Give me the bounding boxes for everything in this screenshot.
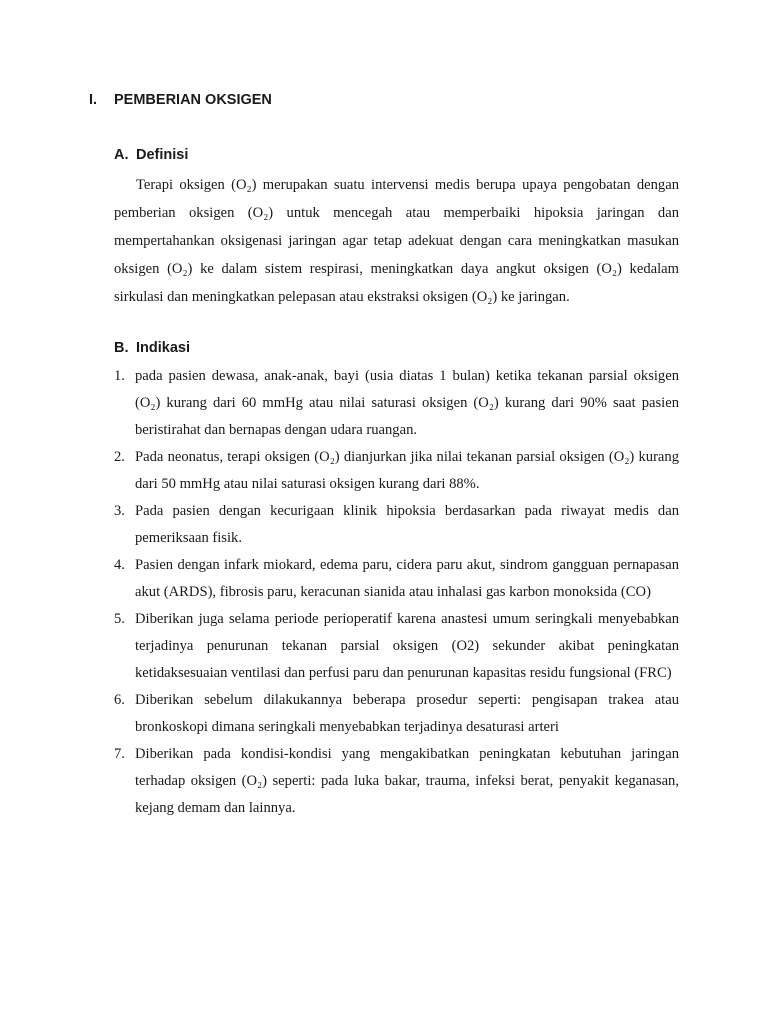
list-item-text: Diberikan juga selama periode perioperatif karena anastesi umum seringkali menyebabkan terjadinya penurunan tekanan parsial oksigen (O2) sekunder akibat peningkatan ketidaksesuaian ventilasi dan perfusi paru dan penurunan kapasitas residu fungsional (FRC) xyxy=(135,611,679,681)
list-item-text: pada pasien dewasa, anak-anak, bayi (usia diatas 1 bulan) ketika tekanan parsial oksigen (O₂) kurang dari 60 mmHg atau nilai saturasi oksigen (O₂) kurang dari 90% saat pasien beristirahat dan bernapas dengan udara ruangan. xyxy=(135,368,679,438)
list-item xyxy=(114,741,679,822)
list-item-number: 2. xyxy=(114,449,125,465)
list-item-number: 1. xyxy=(114,368,125,384)
list-item-number: 7. xyxy=(114,746,125,762)
list-item xyxy=(114,444,679,498)
list-item-text: Diberikan sebelum dilakukannya beberapa prosedur seperti: pengisapan trakea atau bronkoskopi dimana seringkali menyebabkan terjadinya desaturasi arteri xyxy=(135,692,679,735)
definisi-paragraph: Terapi oksigen (O₂) merupakan suatu intervensi medis berupa upaya pengobatan dengan pemberian oksigen (O₂) untuk mencegah atau memperbaiki hipoksia jaringan dan mempertahankan oksigenasi jaringan agar tetap adekuat dengan cara meningkatkan masukan oksigen (O₂) ke dalam sistem respirasi, meningkatkan daya angkut oksigen (O₂) kedalam sirkulasi dan meningkatkan pelepasan atau ekstraksi oksigen (O₂) ke jaringan. xyxy=(114,177,679,305)
indikasi-heading xyxy=(114,340,190,356)
section-heading xyxy=(89,92,272,108)
list-item xyxy=(114,363,679,444)
list-item-text: Pada pasien dengan kecurigaan klinik hipoksia berdasarkan pada riwayat medis dan pemeriksaan fisik. xyxy=(135,503,679,546)
list-item-number: 5. xyxy=(114,611,125,627)
list-item xyxy=(114,687,679,741)
list-item-text: Diberikan pada kondisi-kondisi yang mengakibatkan peningkatan kebutuhan jaringan terhadap oksigen (O₂) seperti: pada luka bakar, trauma, infeksi berat, penyakit keganasan, kejang demam dan lainnya. xyxy=(135,746,679,816)
list-item-text: Pasien dengan infark miokard, edema paru, cidera paru akut, sindrom gangguan pernapasan akut (ARDS), fibrosis paru, keracunan sianida atau inhalasi gas karbon monoksida (CO) xyxy=(135,557,679,600)
list-item-number: 4. xyxy=(114,557,125,573)
section-title: PEMBERIAN OKSIGEN xyxy=(114,92,272,108)
definisi-title: Definisi xyxy=(136,147,189,163)
list-item-text: Pada neonatus, terapi oksigen (O₂) dianjurkan jika nilai tekanan parsial oksigen (O₂) kurang dari 50 mmHg atau nilai saturasi oksigen kurang dari 88%. xyxy=(135,449,679,492)
list-item-number: 6. xyxy=(114,692,125,708)
indikasi-title: Indikasi xyxy=(136,340,190,356)
list-item xyxy=(114,552,679,606)
indikasi-list xyxy=(114,363,679,822)
section-number: I. xyxy=(89,92,98,108)
list-item xyxy=(114,606,679,687)
list-item-number: 3. xyxy=(114,503,125,519)
indikasi-number: B. xyxy=(114,340,129,356)
list-item xyxy=(114,498,679,552)
definisi-number: A. xyxy=(114,147,129,163)
definisi-heading xyxy=(114,147,188,163)
